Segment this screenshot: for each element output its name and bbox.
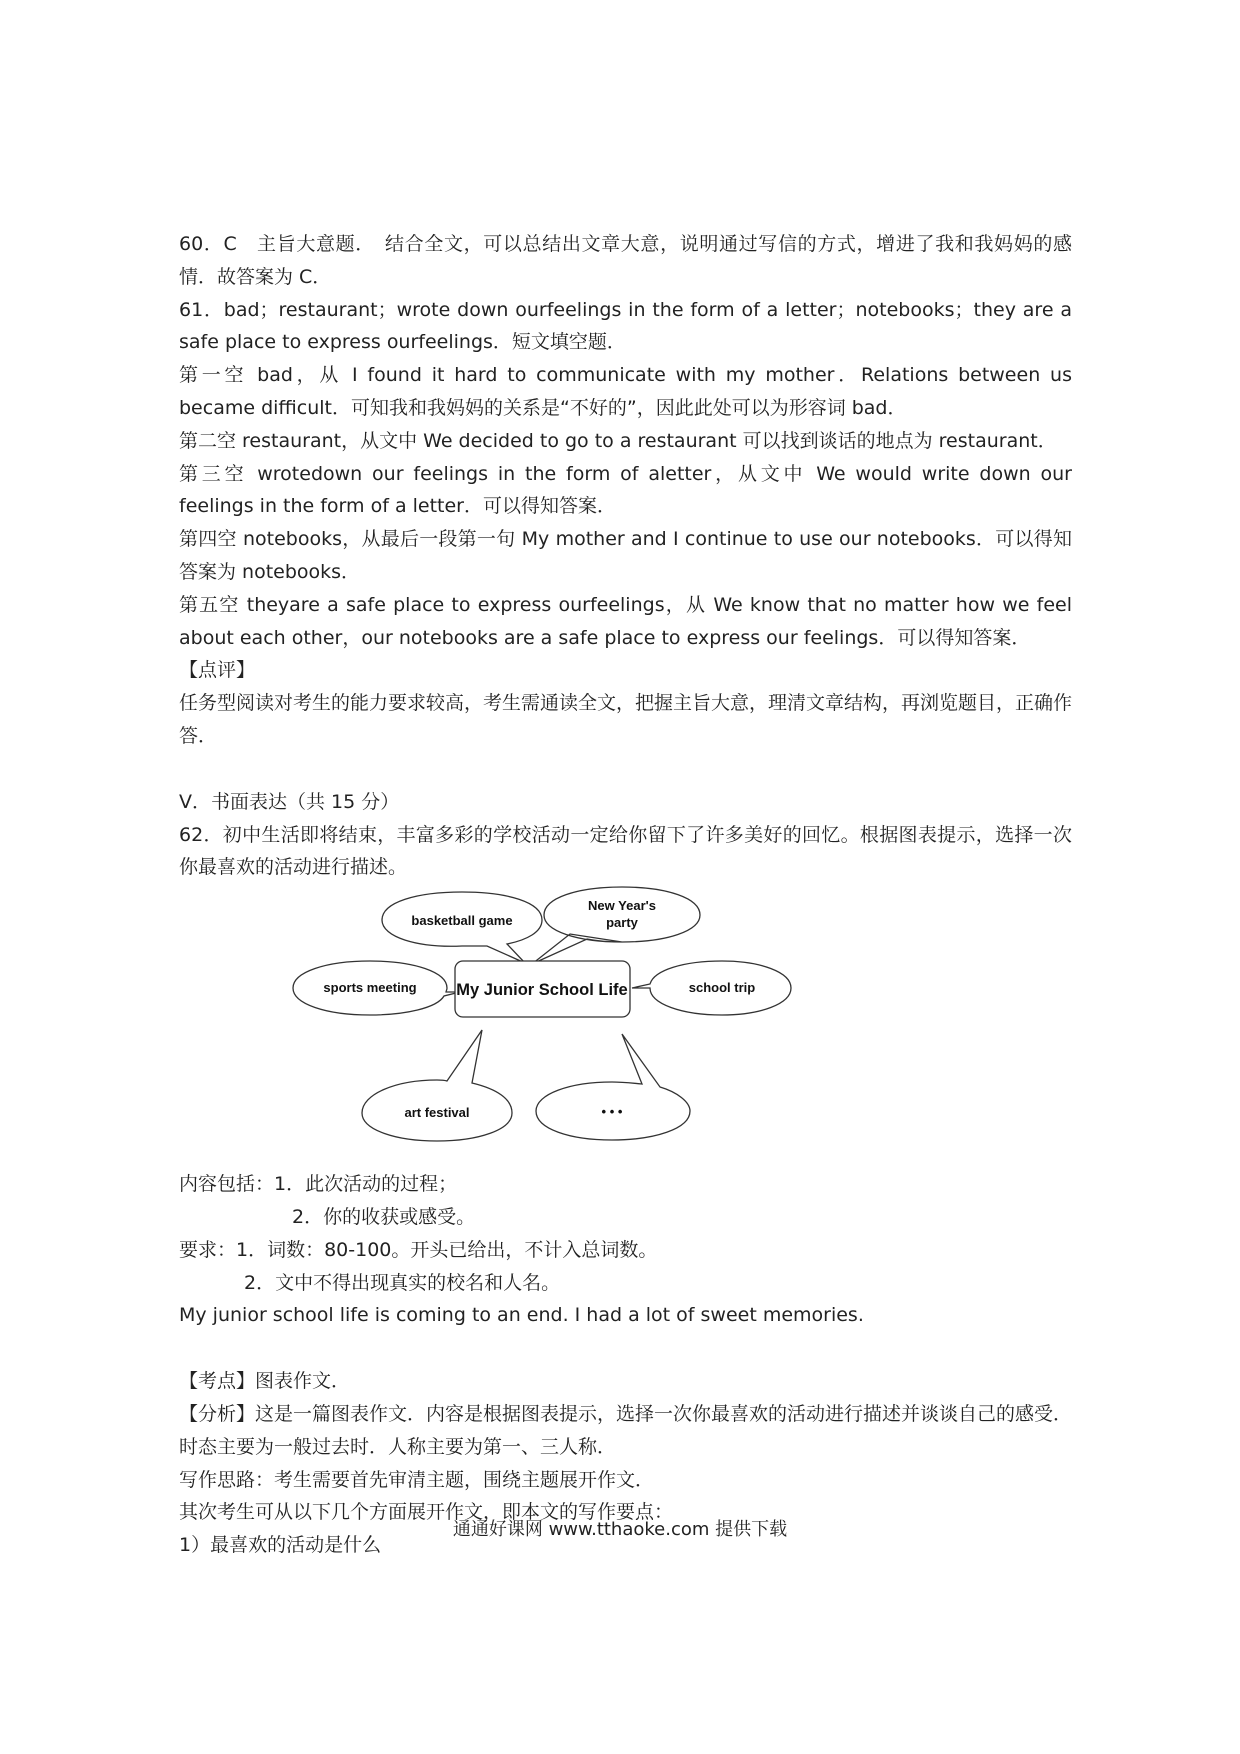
blank-1-explanation: 第一空 bad，从 I found it hard to communicate with my mother．Relations between us became difficult．可知我和我妈妈的关系是“不好的”，因此此处可以为形容词 bad． [179,364,1072,419]
section-heading-writing: V．书面表达（共 15 分） [179,790,400,813]
bubble-more [536,1034,690,1140]
essay-opening: My junior school life is coming to an end. I had a lot of sweet memories. [179,1304,864,1327]
bubble-label-art: art festival [404,1105,470,1121]
writing-points-intro: 其次考生可从以下几个方面展开作文，即本文的写作要点： [179,1501,674,1524]
fenxi: 【分析】这是一篇图表作文．内容是根据图表提示，选择一次你最喜欢的活动进行描述并谈谈自己的感受．时态主要为一般过去时．人称主要为第一、三人称． [179,1402,1073,1458]
bubble-label-trip: school trip [688,980,756,996]
comment-heading: 【点评】 [179,659,256,682]
comment-body: 任务型阅读对考生的能力要求较高，考生需通读全文，把握主旨大意，理清文章结构，再浏览题目，正确作答． [179,692,1073,747]
bubble-label-more: • • • [601,1104,623,1120]
requirement-1: 要求：1．词数：80-100。开头已给出，不计入总词数。 [179,1238,658,1261]
bubble-label-sports: sports meeting [323,980,417,996]
content-item-1: 内容包括：1．此次活动的过程； [179,1173,458,1196]
answer-61: 61．bad；restaurant；wrote down ourfeelings in the form of a letter；notebooks；they are a safe place to express ourfeelings．短文填空题． [179,298,1072,354]
answer-60: 60．C 主旨大意题． 结合全文，可以总结出文章大意，说明通过写信的方式，增进了我和我妈妈的感情．故答案为 C． [179,233,1072,288]
writing-approach: 写作思路：考生需要首先审清主题，围绕主题展开作文． [179,1468,655,1491]
blank-2-explanation: 第二空 restaurant，从文中 We decided to go to a restaurant 可以找到谈话的地点为 restaurant． [179,429,1057,452]
bubble-label-newyear-line2: party [606,915,638,931]
page-footer: 通通好课网 www.tthaoke.com 提供下载 [452,1519,788,1540]
content-item-2: 2．你的收获或感受。 [292,1205,476,1228]
question-62: 62．初中生活即将结束，丰富多彩的学校活动一定给你留下了许多美好的回忆。根据图表提示，选择一次你最喜欢的活动进行描述。 [179,823,1072,879]
document-body [179,228,1072,1562]
center-label: My Junior School Life [456,981,628,1000]
writing-point-1: 1）最喜欢的活动是什么 [179,1534,382,1557]
bubble-art-festival [362,1030,512,1141]
blank-3-explanation: 第三空 wrotedown our feelings in the form of aletter，从文中 We would write down our feelings in the form of a letter．可以得知答案． [179,462,1072,518]
blank-4-explanation: 第四空 notebooks，从最后一段第一句 My mother and I continue to use our notebooks．可以得知答案为 notebooks． [179,528,1072,583]
requirement-2: 2．文中不得出现真实的校名和人名。 [244,1271,561,1294]
kaodian: 【考点】图表作文． [179,1370,351,1393]
blank-5-explanation: 第五空 theyare a safe place to express ourfeelings，从 We know that no matter how we feel about each other，our notebooks are a safe place to express our feelings．可以得知答案． [179,593,1072,649]
bubble-label-newyear-line1: New Year's [588,898,656,914]
mind-map-svg [292,884,792,1168]
mind-map-diagram [179,884,1072,1168]
bubble-label-basketball: basketball game [411,913,513,929]
